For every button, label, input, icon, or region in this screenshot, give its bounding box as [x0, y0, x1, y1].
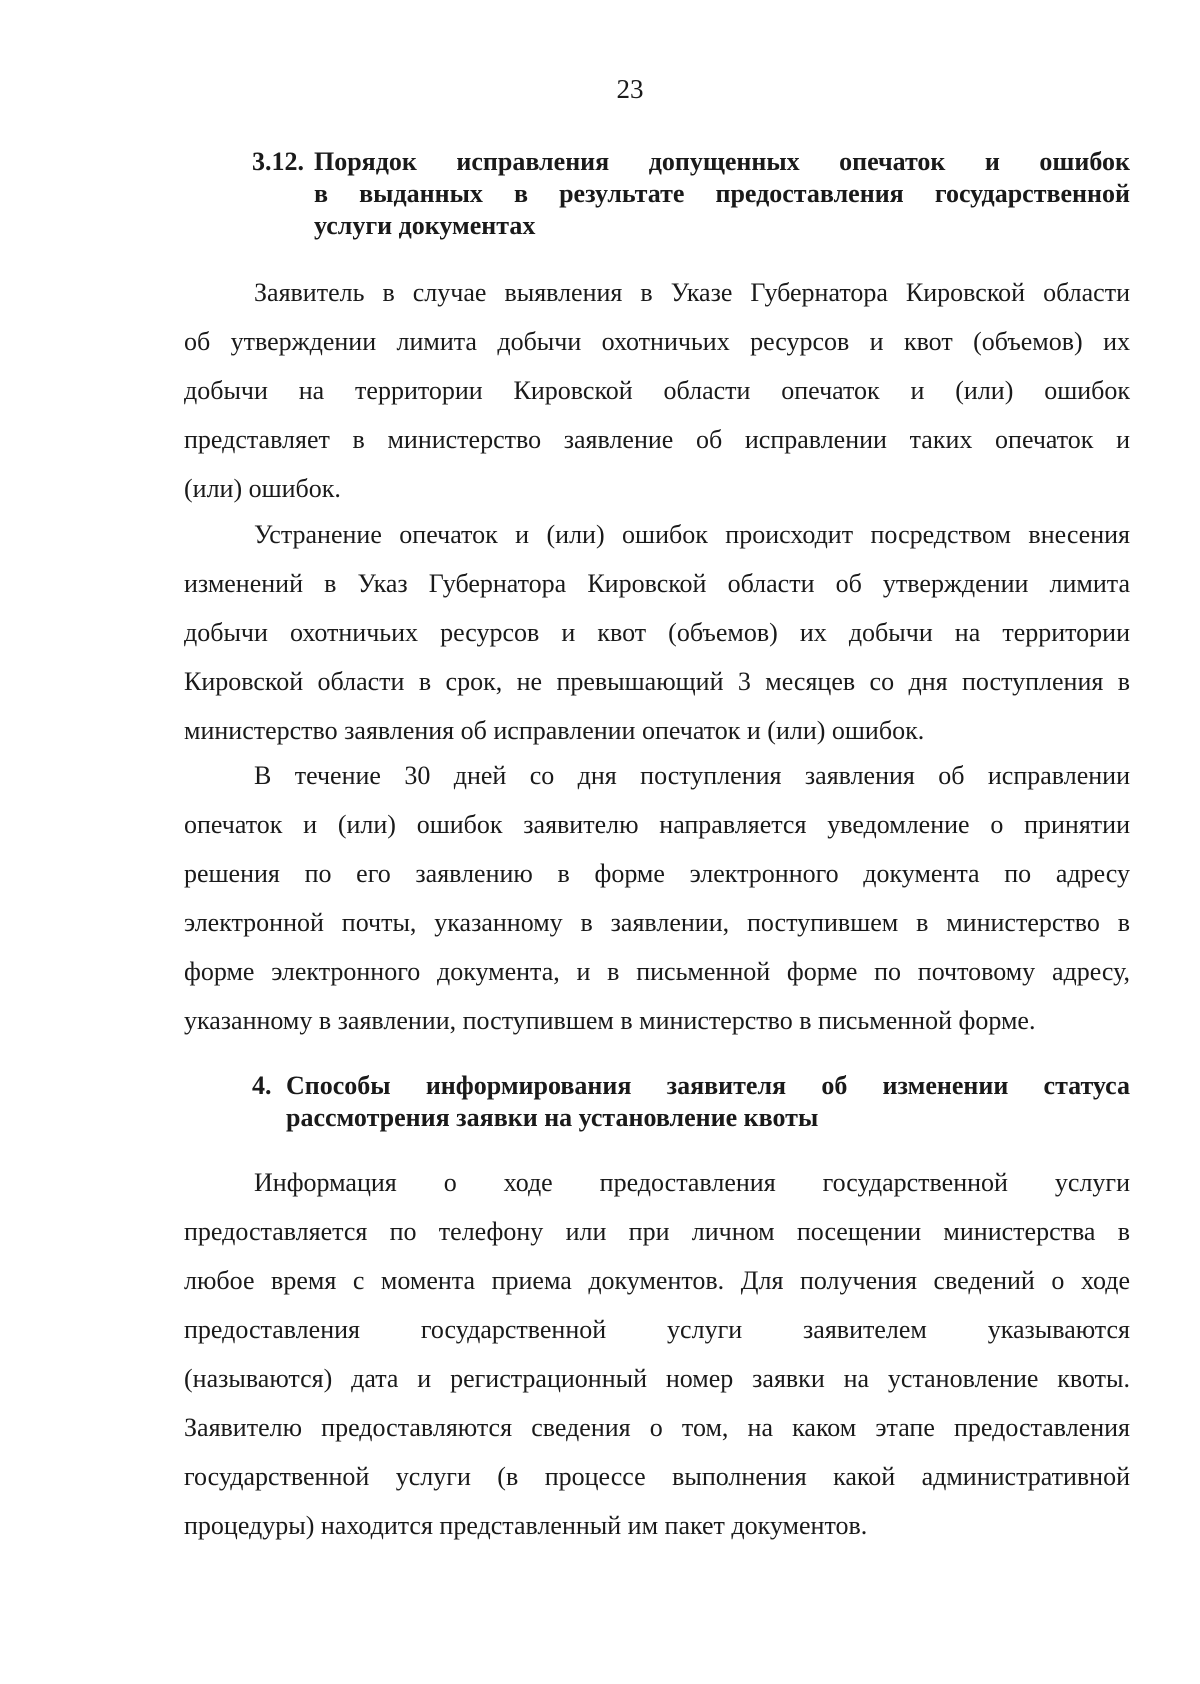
paragraph-status-information — [184, 1158, 1130, 1550]
text-line: опечаток и (или) ошибок заявителю направляется уведомление о принятии — [184, 810, 1130, 839]
text-line: (называются) дата и регистрационный номер заявки на установление квоты. — [184, 1364, 1130, 1393]
paragraph-notification — [184, 751, 1130, 1045]
text-line: В течение 30 дней со дня поступления заявления об исправлении — [254, 761, 1130, 790]
paragraph-error-correction — [184, 510, 1130, 755]
text-line: Информация о ходе предоставления государственной услуги — [254, 1168, 1130, 1197]
text-line: электронной почты, указанному в заявлении, поступившем в министерство в — [184, 908, 1130, 937]
text-line: министерство заявления об исправлении опечаток и (или) ошибок. — [184, 716, 925, 745]
text-line: процедуры) находится представленный им пакет документов. — [184, 1511, 868, 1540]
text-line: указанному в заявлении, поступившем в министерство в письменной форме. — [184, 1006, 1036, 1035]
text-line: добычи охотничьих ресурсов и квот (объемов) их добычи на территории — [184, 618, 1130, 647]
section-number: 3.12. — [252, 147, 304, 176]
section-number: 4. — [252, 1071, 272, 1100]
section-3-12-heading — [252, 146, 1130, 242]
text-line: форме электронного документа, и в письменной форме по почтовому адресу, — [184, 957, 1130, 986]
section-title-line: Способы информирования заявителя об изменении статуса — [286, 1071, 1130, 1100]
text-line: решения по его заявлению в форме электронного документа по адресу — [184, 859, 1130, 888]
page-number: 23 — [616, 74, 644, 104]
text-line: государственной услуги (в процессе выполнения какой административной — [184, 1462, 1130, 1491]
section-4-heading — [252, 1070, 1130, 1134]
text-line: добычи на территории Кировской области опечаток и (или) ошибок — [184, 376, 1130, 405]
section-title-line: рассмотрения заявки на установление квоты — [286, 1103, 819, 1132]
section-title — [286, 1070, 1130, 1134]
text-line: предоставляется по телефону или при личном посещении министерства в — [184, 1217, 1130, 1246]
text-line: Заявитель в случае выявления в Указе Губернатора Кировской области — [254, 278, 1130, 307]
section-title-line: Порядок исправления допущенных опечаток и ошибок — [314, 147, 1130, 176]
text-line: Кировской области в срок, не превышающий 3 месяцев со дня поступления в — [184, 667, 1130, 696]
text-line: (или) ошибок. — [184, 474, 341, 503]
section-title-line: услуги документах — [314, 211, 536, 240]
paragraph-applicant-request — [184, 268, 1130, 513]
text-line: предоставления государственной услуги заявителем указываются — [184, 1315, 1130, 1344]
text-line: представляет в министерство заявление об исправлении таких опечаток и — [184, 425, 1130, 454]
text-line: Заявителю предоставляются сведения о том, на каком этапе предоставления — [184, 1413, 1130, 1442]
text-line: Устранение опечаток и (или) ошибок происходит посредством внесения — [254, 520, 1130, 549]
text-line: об утверждении лимита добычи охотничьих ресурсов и квот (объемов) их — [184, 327, 1130, 356]
text-line: любое время с момента приема документов. Для получения сведений о ходе — [184, 1266, 1130, 1295]
section-title-line: в выданных в результате предоставления государственной — [314, 179, 1130, 208]
section-title — [314, 146, 1130, 242]
text-line: изменений в Указ Губернатора Кировской области об утверждении лимита — [184, 569, 1130, 598]
